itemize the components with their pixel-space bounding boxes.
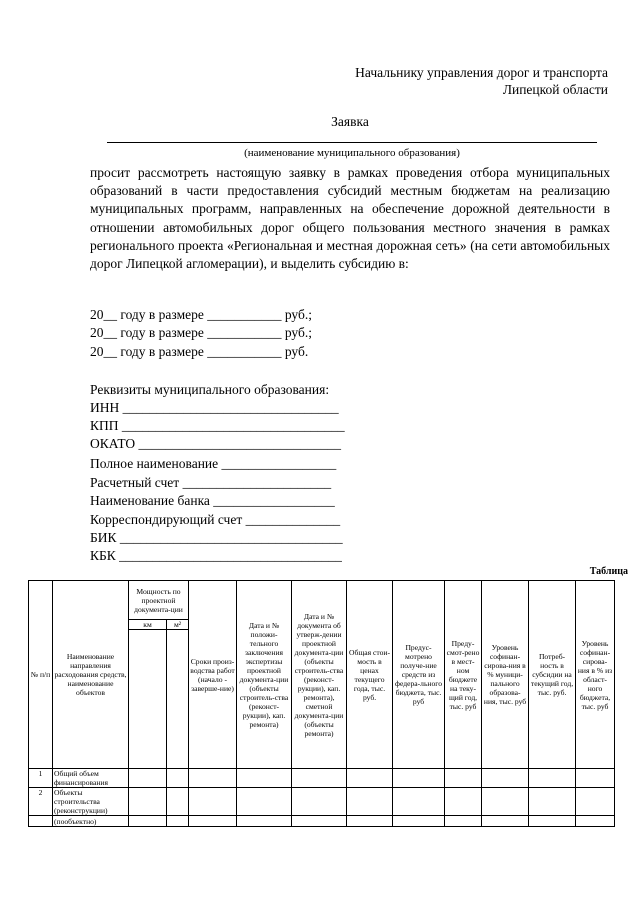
cell [237,769,292,788]
cell [576,769,615,788]
header-federal: Предус-мотрено получе-ние средств из федера-льного бюджета, тыс. руб [393,581,445,769]
cell [529,769,576,788]
header-need: Потреб-ность в субсидии на текущий год, тыс. руб. [529,581,576,769]
cell [393,816,445,827]
header-total-cost: Общая стои-мость в ценах текущего года, тыс. руб. [347,581,393,769]
cell [237,788,292,816]
header-expertise: Дата и № положи-тельного заключения экспертизы проектной документа-ции (объекты строитель-ства (реконст-рукции), кап. ремонта) [237,581,292,769]
cell [482,816,529,827]
requisite-inn: ИНН ________________________________ [90,400,339,415]
cell [167,816,189,827]
subsidy-line-3: 20__ году в размере ___________ руб. [90,344,309,359]
requisite-okato: ОКАТО ______________________________ [90,436,342,451]
header-name: Наименование направления расходования средств, наименование объектов [53,581,129,769]
header-local: Преду-смот-рено в мест-ном бюджете на теку-щий год, тыс. руб [445,581,482,769]
cell [576,816,615,827]
addressee-line-1: Начальнику управления дорог и транспорта [355,65,608,80]
header-km: км [129,620,167,630]
requisite-kpp: КПП _________________________________ [90,418,345,433]
subsidy-table [28,580,615,827]
header-num: № п/п [29,581,53,769]
table-row [29,816,615,827]
row-name: Общий объем финансирования [53,769,129,788]
cell [576,788,615,816]
cell [189,816,237,827]
row-num: 2 [29,788,53,816]
table-label: Таблица [589,566,628,577]
cell [347,816,393,827]
header-capacity: Мощность по проектной документа-ции [129,581,189,620]
cell [482,788,529,816]
cell [189,788,237,816]
subsidy-line-2: 20__ году в размере ___________ руб.; [90,325,312,340]
cell [347,769,393,788]
cell [167,788,189,816]
cell [393,769,445,788]
table-row [29,788,615,816]
row-name: Объекты строительства (реконструкции) [53,788,129,816]
cell [129,769,167,788]
requisite-bik: БИК _________________________________ [90,530,343,545]
cell [129,788,167,816]
cell [292,769,347,788]
header-m2: м² [167,620,189,630]
cell [347,788,393,816]
cell [482,769,529,788]
subsidy-line-1: 20__ году в размере ___________ руб.; [90,307,312,322]
requisite-bank: Наименование банка __________________ [90,493,335,508]
cell [393,788,445,816]
row-num: 1 [29,769,53,788]
cell [529,816,576,827]
cell [445,816,482,827]
table-row [29,769,615,788]
cell [292,816,347,827]
document-title: Заявка [331,114,369,129]
cell [529,788,576,816]
cell [292,788,347,816]
requisite-kbk: КБК _________________________________ [90,548,342,563]
addressee-line-2: Липецкой области [502,82,608,97]
capacity-km-spacer [129,630,167,769]
header-approval: Дата и № документа об утверж-дении проектной документа-ции (объекты строитель-ства (реконст-рукции), кап. ремонта), сметной документа-ции (объекты ремонта) [292,581,347,769]
cell [445,769,482,788]
requisites-title: Реквизиты муниципального образования: [90,382,330,397]
row-num [29,816,53,827]
cell [129,816,167,827]
capacity-m2-spacer [167,630,189,769]
cell [237,816,292,827]
request-body-text: просит рассмотреть настоящую заявку в рамках проведения отбора муниципальных образований в части предоставления субсидий местным бюджетам на реализацию муниципальных программ, направленных на обеспечение дорожной деятельности в отношении автомобильных дорог общего пользования местного значения в рамках регионального проекта «Региональная и местная дорожная сеть» (на сети автомобильных дорог Липецкой агломерации), и выделить субсидию в: [90,165,610,272]
requisite-full-name: Полное наименование _________________ [90,456,337,471]
row-name: (пообъектно) [53,816,129,827]
header-cofin-level: Уровень софинан-сирова-ния в % муници-пального образова-ния, тыс. руб [482,581,529,769]
cell [445,788,482,816]
cell [167,769,189,788]
header-regional-level: Уровень софинан-сирова-ния в % из област-ного бюджета, тыс. руб [576,581,615,769]
municipality-caption: (наименование муниципального образования) [244,147,460,159]
municipality-name-line [107,142,597,143]
header-term: Сроки произ-водства работ (начало - заверше-ние) [189,581,237,769]
requisite-corr-account: Корреспондирующий счет ______________ [90,512,341,527]
cell [189,769,237,788]
requisite-account: Расчетный счет ______________________ [90,475,332,490]
